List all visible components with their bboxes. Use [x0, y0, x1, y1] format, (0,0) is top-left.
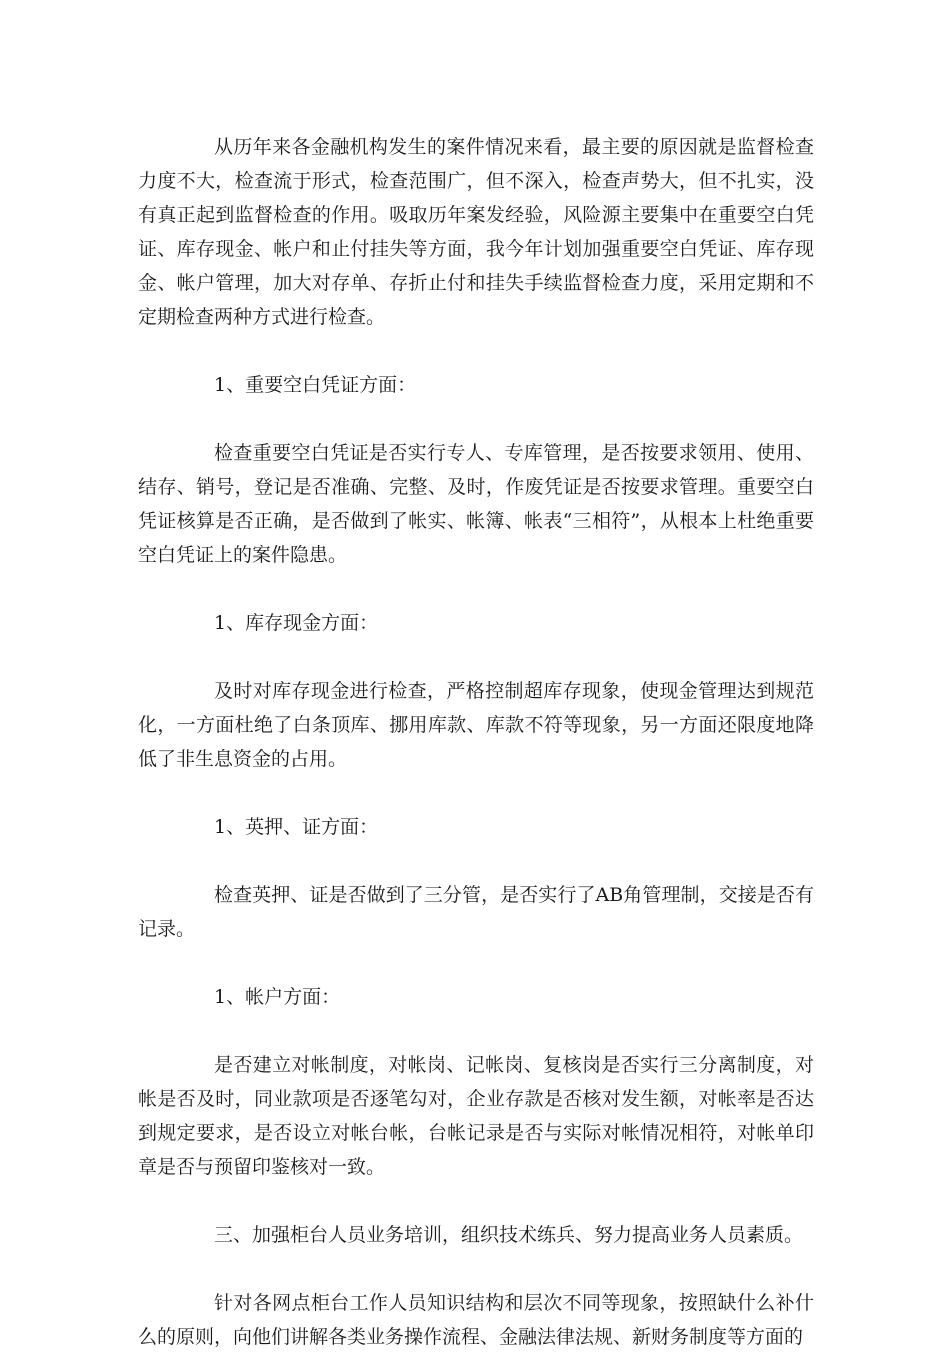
document-body	[138, 130, 814, 1354]
heading-seals-certificates: 1、英押、证方面：	[214, 816, 379, 838]
paragraph-supervision-overview: 从历年来各金融机构发生的案件情况来看，最主要的原因就是监督检查力度不大，检查流于形式，检查范围广，但不深入，检查声势大，但不扎实，没有真正起到监督检查的作用。吸取历年案发经验，风险源主要集中在重要空白凭证、库存现金、帐户和止付挂失等方面，我今年计划加强重要空白凭证、库存现金、帐户管理，加大对存单、存折止付和挂失手续监督检查力度，采用定期和不定期检查两种方式进行检查。	[138, 136, 814, 328]
paragraph-staff-training: 针对各网点柜台工作人员知识结构和层次不同等现象，按照缺什么补什么的原则，向他们讲解各类业务操作流程、金融法律法规、新财务制度等方面的	[138, 1292, 814, 1348]
paragraph-blank-vouchers: 检查重要空白凭证是否实行专人、专库管理，是否按要求领用、使用、结存、销号，登记是否准确、完整、及时，作废凭证是否按要求管理。重要空白凭证核算是否正确，是否做到了帐实、帐簿、帐表“三相符”，从根本上杜绝重要空白凭证上的案件隐患。	[138, 442, 814, 566]
paragraph-seals-certificates: 检查英押、证是否做到了三分管，是否实行了AB角管理制，交接是否有记录。	[138, 884, 814, 940]
heading-staff-training: 三、加强柜台人员业务培训，组织技术练兵、努力提高业务人员素质。	[214, 1224, 804, 1246]
heading-blank-vouchers: 1、重要空白凭证方面：	[214, 374, 417, 396]
heading-cash-inventory: 1、库存现金方面：	[214, 612, 379, 634]
paragraph-cash-inventory: 及时对库存现金进行检查，严格控制超库存现象，使现金管理达到规范化，一方面杜绝了白条顶库、挪用库款、库款不符等现象，另一方面还限度地降低了非生息资金的占用。	[138, 680, 814, 770]
paragraph-accounts: 是否建立对帐制度，对帐岗、记帐岗、复核岗是否实行三分离制度，对帐是否及时，同业款项是否逐笔勾对，企业存款是否核对发生额，对帐率是否达到规定要求，是否设立对帐台帐，台帐记录是否与实际对帐情况相符，对帐单印章是否与预留印鉴核对一致。	[138, 1054, 814, 1178]
heading-accounts: 1、帐户方面：	[214, 986, 341, 1008]
